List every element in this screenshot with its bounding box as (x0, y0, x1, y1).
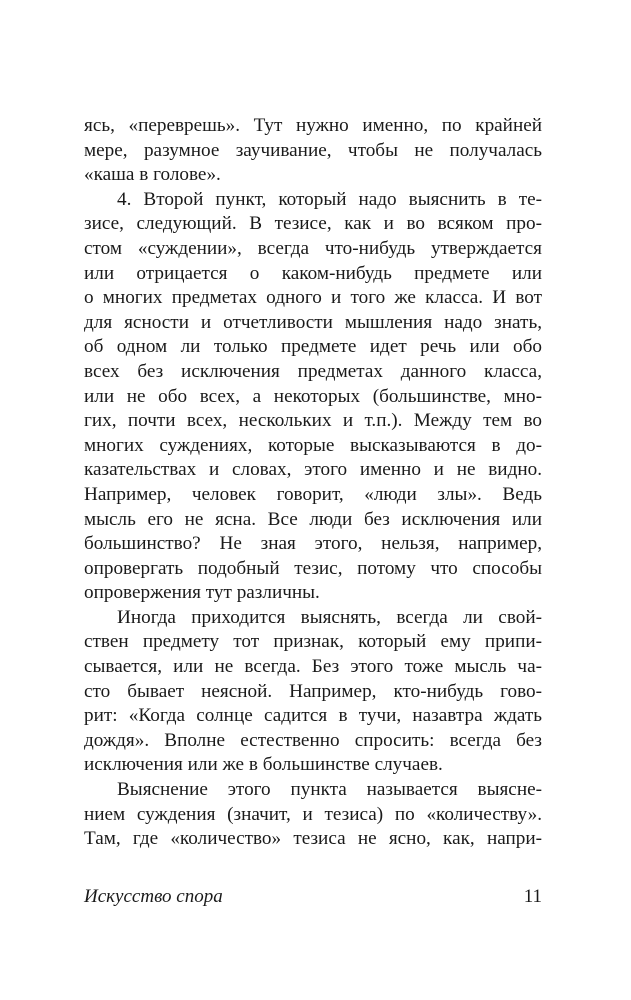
text-line: или отрицается о каком-нибудь предмете или (84, 262, 542, 284)
text-line: о многих предметах одного и того же класса. И вот (84, 287, 542, 309)
text-line: сто бывает неясной. Например, кто-нибудь гово- (84, 680, 542, 702)
page-footer (84, 884, 542, 910)
text-line: рит: «Когда солнце садится в тучи, назавтра ждать (84, 705, 542, 727)
paragraph (84, 114, 542, 188)
text-line: Там, где «количество» тезиса не ясно, как, напри- (84, 828, 542, 850)
paragraph (84, 778, 542, 852)
text-line: стом «суждении», всегда что-нибудь утверждается (84, 237, 542, 259)
text-line: опровергать подобный тезис, потому что способы (84, 557, 542, 579)
body-text (84, 114, 542, 852)
text-line: опровержения тут различны. (84, 582, 320, 604)
text-line: казательствах и словах, этого именно и не видно. (84, 459, 542, 481)
text-line: многих суждениях, которые высказываются в до- (84, 434, 542, 456)
text-line: Выяснение этого пункта называется выяснe- (117, 779, 542, 801)
text-line: или не обо всех, а некоторых (большинстве, мно- (84, 385, 542, 407)
text-line: исключения или же в большинстве случаев. (84, 754, 443, 776)
text-line: сывается, или не всегда. Без этого тоже мысль ча- (84, 656, 542, 678)
text-line: 4. Второй пункт, который надо выяснить в те- (117, 188, 542, 210)
paragraph (84, 606, 542, 778)
text-line: Например, человек говорит, «люди злы». Ведь (84, 483, 542, 505)
text-line: «каша в голове». (84, 164, 221, 186)
text-line: всех без исключения предметах данного класса, (84, 360, 542, 382)
text-line: для ясности и отчетливости мышления надо знать, (84, 311, 542, 333)
text-line: ствен предмету тот признак, который ему припи- (84, 631, 542, 653)
text-line: ясь, «переврешь». Тут нужно именно, по крайней (84, 115, 542, 136)
text-line: зисе, следующий. В тезисе, как и во всяком про- (84, 213, 542, 235)
text-line: Иногда приходится выяснять, всегда ли свой- (117, 606, 542, 628)
running-title: Искусство спора (84, 886, 223, 907)
text-line: нием суждения (значит, и тезиса) по «количеству». (84, 803, 542, 825)
page-number: 11 (523, 886, 542, 907)
text-line: гих, почти всех, нескольких и т.п.). Между тем во (84, 410, 542, 432)
paragraph (84, 188, 542, 606)
text-line: мере, разумное заучивание, чтобы не получалась (84, 139, 542, 161)
text-line: большинство? Не зная этого, нельзя, например, (84, 533, 542, 555)
text-line: об одном ли только предмете идет речь или обо (84, 336, 542, 358)
text-line: мысль его не ясна. Все люди без исключения или (84, 508, 542, 530)
text-line: дождя». Вполне естественно спросить: всегда без (84, 729, 542, 751)
